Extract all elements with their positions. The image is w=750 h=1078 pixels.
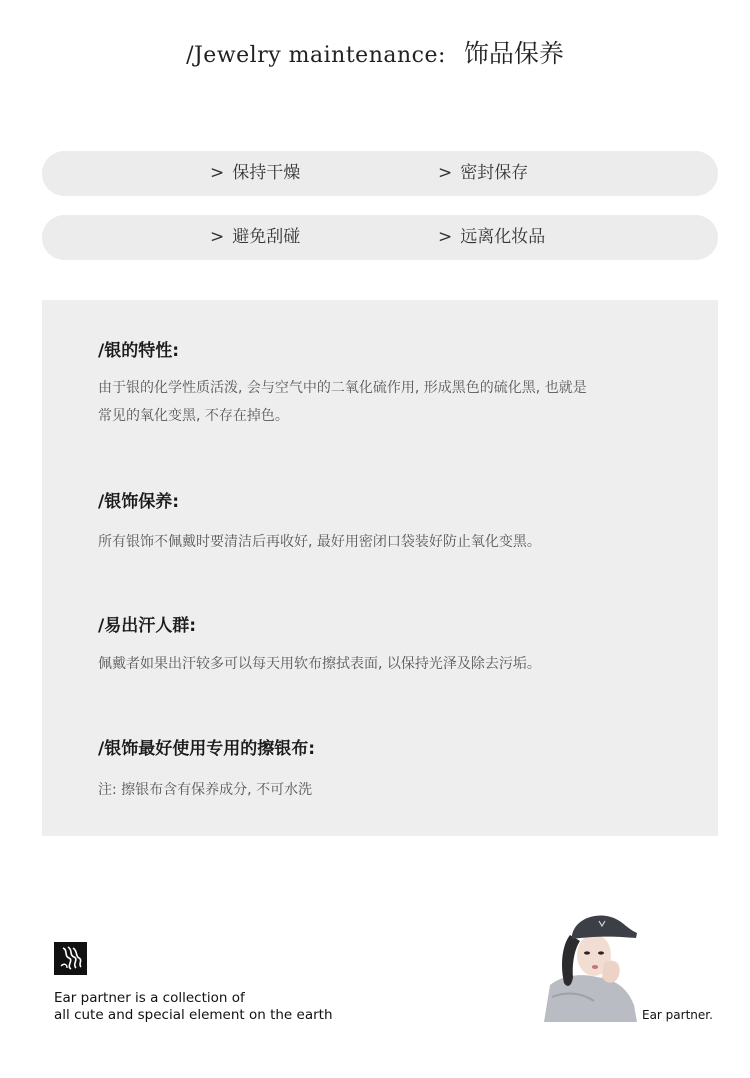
page-header (0, 34, 750, 70)
section-title-sweat-prone: /易出汗人群: (98, 616, 197, 636)
title-english: /Jewelry maintenance: (186, 43, 446, 68)
care-info-panel (42, 300, 718, 836)
brand-tagline (54, 990, 333, 1024)
chevron-right-icon: > (210, 163, 225, 183)
title-chinese: 饰品保养 (463, 39, 564, 68)
section-title-polishing-cloth: /银饰最好使用专用的擦银布: (98, 739, 316, 759)
tip-label: 密封保存 (460, 163, 529, 183)
body-line: 由于银的化学性质活泼, 会与空气中的二氧化硫作用, 形成黑色的硫化黑, 也就是 (98, 380, 587, 396)
tip-label: 避免刮碰 (232, 227, 301, 247)
body-line: 所有银饰不佩戴时要清洁后再收好, 最好用密闭口袋装好防止氧化变黑。 (98, 534, 541, 550)
tips-row-2 (42, 215, 718, 260)
chevron-right-icon: > (210, 227, 225, 247)
chevron-right-icon: > (438, 163, 453, 183)
section-title-silver-properties: /银的特性: (98, 341, 180, 361)
tip-keep-dry (210, 151, 300, 196)
section-body-polishing-cloth (98, 776, 668, 804)
brand-logo-icon (54, 942, 87, 975)
tagline-line: Ear partner is a collection of (54, 990, 245, 1006)
section-body-silver-properties (98, 374, 668, 430)
tip-label: 保持干燥 (232, 163, 301, 183)
body-line: 常见的氧化变黑, 不存在掉色。 (98, 408, 289, 424)
brand-caption: Ear partner. (642, 1008, 713, 1022)
tip-avoid-scratches (210, 215, 300, 260)
section-body-silver-care (98, 528, 668, 556)
model-photo (542, 905, 639, 1022)
section-body-sweat-prone (98, 650, 668, 678)
tips-row-1 (42, 151, 718, 196)
tip-label: 远离化妆品 (460, 227, 546, 247)
tip-sealed-storage (438, 151, 528, 196)
tagline-line: all cute and special element on the earth (54, 1007, 333, 1023)
body-line: 注: 擦银布含有保养成分, 不可水洗 (98, 782, 313, 798)
section-title-silver-care: /银饰保养: (98, 492, 180, 512)
tip-away-from-cosmetics (438, 215, 545, 260)
chevron-right-icon: > (438, 227, 453, 247)
body-line: 佩戴者如果出汗较多可以每天用软布擦拭表面, 以保持光泽及除去污垢。 (98, 656, 541, 672)
